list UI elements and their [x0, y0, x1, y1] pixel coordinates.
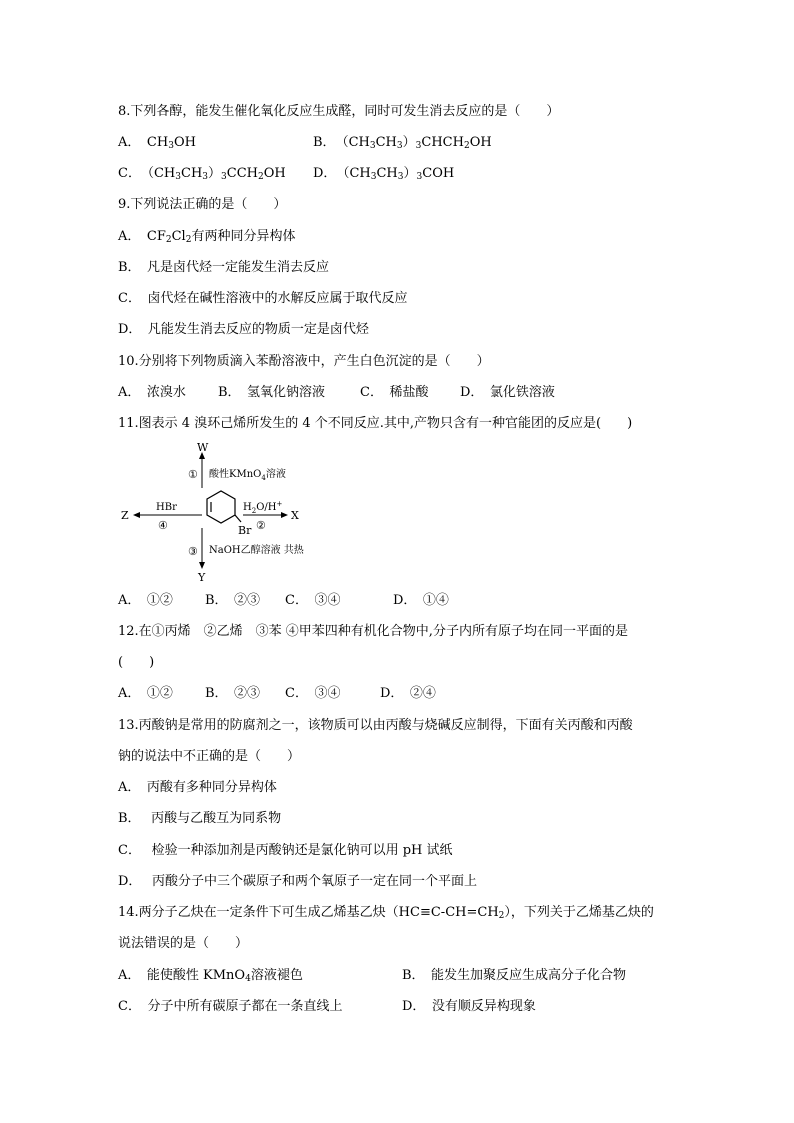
reaction-4-reagent: HBr: [156, 502, 177, 513]
q12-option-d: D． ②④: [380, 686, 436, 701]
q13-option-b: B． 丙酸与乙酸互为同系物: [118, 811, 282, 826]
reaction-4-num: ④: [158, 519, 168, 532]
q11-stem: 11.图表示 4 溴环己烯所发生的 4 个不同反应.其中,产物只含有一种官能团的反应是( ): [118, 416, 633, 431]
q13-option-d: D． 丙酸分子中三个碳原子和两个氧原子一定在同一个平面上: [118, 874, 478, 889]
bromo-bond: [235, 515, 241, 522]
q10-option-b: B． 氢氧化钠溶液: [218, 385, 326, 400]
reaction-diagram: [118, 440, 318, 585]
q14-option-a: A． 能使酸性 KMnO$_4$溶液褪色: [118, 968, 303, 984]
q8-option-d: D． $(CH_3CH_3)_3COH$: [313, 166, 455, 182]
br-label: Br: [238, 524, 252, 537]
arrow-left-head: [133, 512, 140, 518]
q13-stem: 13.丙酸钠是常用的防腐剂之一，该物质可以由丙酸与烧碱反应制得，下面有关丙酸和丙酸: [118, 718, 633, 733]
q10-stem: 10.分别将下列物质滴入苯酚溶液中，产生白色沉淀的是（ ）: [118, 354, 490, 369]
reaction-3-num: ③: [188, 545, 198, 558]
q14-options-cd: [118, 997, 536, 1017]
q13-stem-cont: 钠的说法中不正确的是（ ）: [118, 749, 301, 764]
reaction-2-num: ②: [256, 519, 266, 532]
cyclohexene-ring: [207, 491, 235, 523]
q8-option-c: C． $(CH_3CH_3)_3CCH_2OH$: [118, 166, 286, 182]
q11-options: [118, 591, 449, 611]
q10-option-d: D． 氯化铁溶液: [460, 385, 555, 400]
q10-option-a: A． 浓溴水: [118, 385, 186, 400]
q14-option-d: D． 没有顺反异构现象: [402, 999, 536, 1014]
reaction-1-num: ①: [188, 468, 198, 481]
q8-option-b: B． $(CH_3CH_3)_3CHCH_2OH$: [313, 135, 492, 151]
q14-stem-cont: 说法错误的是（ ）: [118, 936, 249, 951]
q13-option-c: C． 检验一种添加剂是丙酸钠还是氯化钠可以用 pH 试纸: [118, 843, 453, 858]
q11-option-a: A． ①②: [118, 593, 173, 608]
q12-option-c: C． ③④: [285, 686, 341, 701]
q11-option-d: D． ①④: [393, 593, 449, 608]
q12-options: [118, 684, 436, 704]
q14-option-c: C． 分子中所有碳原子都在一条直线上: [118, 999, 343, 1014]
q11-option-b: B． ②③: [205, 593, 261, 608]
q12-option-a: A． ①②: [118, 686, 173, 701]
q14-option-b: B． 能发生加聚反应生成高分子化合物: [402, 968, 627, 983]
q8-stem: 8.下列各醇，能发生催化氧化反应生成醛，同时可发生消去反应的是（ ）: [118, 104, 560, 119]
q10-option-c: C． 稀盐酸: [360, 385, 429, 400]
q11-option-c: C． ③④: [285, 593, 341, 608]
q8-option-a: A． $CH_3OH$: [118, 135, 196, 151]
product-x: X: [291, 509, 299, 522]
q14-stem: 14.两分子乙炔在一定条件下可生成乙烯基乙炔$(HC\equiv C-CH=CH_2)$，下列关于乙烯基乙炔的: [118, 905, 654, 921]
reaction-1-reagent: 酸性KMnO$_4$溶液: [209, 469, 286, 482]
q14-options-ab: [118, 966, 626, 986]
product-y: Y: [198, 571, 206, 584]
q12-stem: 12.在①丙烯 ②乙烯 ③苯 ④甲苯四种有机化合物中,分子内所有原子均在同一平面的是: [118, 624, 628, 639]
reaction-3-reagent: NaOH乙醇溶液 共热: [209, 545, 304, 556]
q9-option-b: B． 凡是卤代烃一定能发生消去反应: [118, 260, 330, 275]
q12-option-b: B． ②③: [205, 686, 261, 701]
q12-stem-cont: ( ): [118, 655, 155, 670]
q9-option-d: D． 凡能发生消去反应的物质一定是卤代烃: [118, 322, 369, 337]
q8-options-ab: [118, 133, 492, 153]
q8-options-cd: [118, 164, 454, 184]
q9-option-a: A． $CF_2Cl_2$有两种同分异构体: [118, 229, 296, 245]
q9-option-c: C． 卤代烃在碱性溶液中的水解反应属于取代反应: [118, 291, 408, 306]
product-w: W: [197, 441, 209, 454]
q10-options: [118, 383, 555, 403]
q13-option-a: A． 丙酸有多种同分异构体: [118, 780, 277, 795]
product-z: Z: [121, 509, 129, 522]
q9-stem: 9.下列说法正确的是（ ）: [118, 197, 287, 212]
arrow-down-head: [199, 562, 205, 569]
arrow-right-head: [281, 512, 288, 518]
reaction-2-reagent: $H_2O/H^+$: [243, 500, 283, 515]
